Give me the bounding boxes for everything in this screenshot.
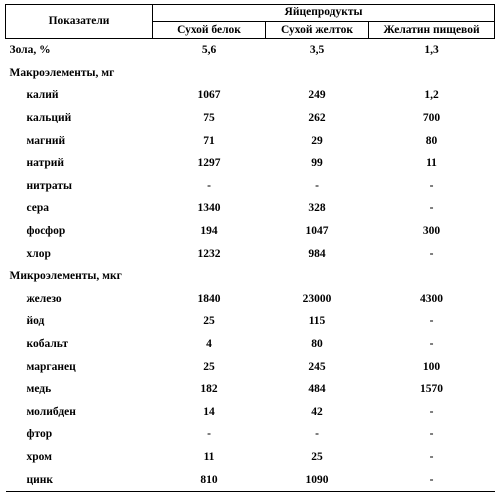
empty-cell bbox=[369, 265, 495, 288]
value-cell: 1840 bbox=[197, 292, 221, 305]
value-cell: 194 bbox=[200, 225, 218, 238]
value-cell: 14 bbox=[203, 405, 215, 418]
value-cell: 484 bbox=[308, 383, 326, 396]
value-cell: 1047 bbox=[305, 225, 329, 238]
value-cell: - bbox=[207, 428, 211, 441]
row-label: молибден bbox=[26, 405, 76, 418]
row-label: фосфор bbox=[26, 225, 66, 238]
value-cell: 700 bbox=[422, 112, 441, 125]
value-cell: - bbox=[315, 428, 319, 441]
value-cell: 42 bbox=[311, 405, 323, 418]
value-cell: - bbox=[429, 247, 434, 260]
value-cell: 182 bbox=[200, 383, 218, 396]
row-label: кобальт bbox=[26, 338, 69, 351]
empty-cell bbox=[369, 62, 495, 85]
value-cell: - bbox=[429, 405, 434, 418]
egg-products-header: Яйцепродукты bbox=[153, 5, 495, 22]
value-cell: - bbox=[429, 179, 434, 192]
section-label: Макроэлементы, мг bbox=[9, 66, 115, 79]
value-cell: 262 bbox=[308, 112, 326, 125]
value-cell: - bbox=[429, 473, 434, 486]
table-row bbox=[6, 107, 495, 130]
value-cell: 25 bbox=[311, 450, 323, 463]
row-label: йод bbox=[26, 315, 45, 328]
table-row bbox=[6, 84, 495, 107]
value-cell: 29 bbox=[311, 134, 323, 147]
empty-cell bbox=[266, 62, 369, 85]
row-label: магний bbox=[26, 134, 66, 147]
section-label: Микроэлементы, мкг bbox=[9, 270, 122, 283]
column-header-dry-protein: Сухой белок bbox=[153, 22, 266, 39]
value-cell: - bbox=[429, 450, 434, 463]
table-row bbox=[6, 378, 495, 401]
table-row bbox=[6, 355, 495, 378]
value-cell: 25 bbox=[203, 315, 215, 328]
value-cell: - bbox=[429, 428, 434, 441]
table-row bbox=[6, 333, 495, 356]
value-cell: 1,3 bbox=[424, 44, 439, 57]
row-label: нитраты bbox=[26, 179, 73, 192]
value-cell: 25 bbox=[203, 360, 215, 373]
table-row bbox=[6, 288, 495, 311]
value-cell: - bbox=[315, 179, 319, 192]
column-header-gelatin: Желатин пищевой bbox=[369, 22, 495, 39]
value-cell: 80 bbox=[311, 338, 323, 351]
row-label: цинк bbox=[26, 473, 54, 486]
table-row bbox=[6, 423, 495, 446]
nutrient-table bbox=[5, 4, 495, 492]
table-row bbox=[6, 175, 495, 198]
row-label: хлор bbox=[26, 247, 51, 260]
section-row bbox=[6, 265, 495, 288]
row-label: хром bbox=[26, 450, 53, 463]
section-row bbox=[6, 62, 495, 85]
table-row bbox=[6, 242, 495, 265]
table-row bbox=[6, 220, 495, 243]
value-cell: 100 bbox=[422, 360, 441, 373]
indicator-header: Показатели bbox=[6, 5, 153, 39]
column-header-dry-yolk: Сухой желток bbox=[266, 22, 369, 39]
value-cell: 300 bbox=[422, 225, 441, 238]
empty-cell bbox=[153, 265, 266, 288]
value-cell: - bbox=[429, 338, 434, 351]
value-cell: 75 bbox=[203, 112, 215, 125]
row-label: марганец bbox=[26, 360, 76, 373]
table-row bbox=[6, 197, 495, 220]
value-cell: 1570 bbox=[420, 383, 443, 396]
table-body bbox=[6, 39, 495, 492]
value-cell: - bbox=[429, 202, 434, 215]
value-cell: 11 bbox=[426, 157, 437, 170]
table-row bbox=[6, 152, 495, 175]
value-cell: 71 bbox=[203, 134, 215, 147]
value-cell: 1297 bbox=[197, 157, 221, 170]
row-label: фтор bbox=[26, 428, 53, 441]
row-label: калий bbox=[26, 89, 59, 102]
table-row bbox=[6, 468, 495, 491]
value-cell: - bbox=[429, 315, 434, 328]
value-cell: 99 bbox=[311, 157, 323, 170]
row-label: медь bbox=[26, 383, 52, 396]
value-cell: 4300 bbox=[420, 292, 443, 305]
value-cell: 23000 bbox=[302, 292, 332, 305]
value-cell: 1090 bbox=[305, 473, 329, 486]
value-cell: 1340 bbox=[197, 202, 221, 215]
row-label: кальций bbox=[26, 112, 72, 125]
value-cell: - bbox=[207, 179, 211, 192]
value-cell: 245 bbox=[308, 360, 326, 373]
value-cell: 115 bbox=[308, 315, 326, 328]
table-row bbox=[6, 446, 495, 469]
value-cell: 11 bbox=[203, 450, 215, 463]
value-cell: 80 bbox=[425, 134, 438, 147]
value-cell: 1,2 bbox=[424, 89, 439, 102]
table-row bbox=[6, 39, 495, 62]
row-label: железо bbox=[26, 292, 62, 305]
table-header bbox=[6, 5, 495, 39]
empty-cell bbox=[153, 62, 266, 85]
value-cell: 5,6 bbox=[201, 44, 217, 57]
value-cell: 3,5 bbox=[309, 44, 325, 57]
row-label: натрий bbox=[26, 157, 65, 170]
row-label: Зола, % bbox=[9, 44, 51, 57]
table-row bbox=[6, 401, 495, 424]
value-cell: 249 bbox=[308, 89, 326, 102]
value-cell: 1232 bbox=[197, 247, 221, 260]
table-row bbox=[6, 310, 495, 333]
empty-cell bbox=[266, 265, 369, 288]
value-cell: 984 bbox=[308, 247, 326, 260]
value-cell: 328 bbox=[308, 202, 326, 215]
row-label: сера bbox=[26, 202, 49, 215]
table-row bbox=[6, 129, 495, 152]
value-cell: 4 bbox=[206, 338, 212, 351]
value-cell: 810 bbox=[200, 473, 218, 486]
value-cell: 1067 bbox=[197, 89, 221, 102]
